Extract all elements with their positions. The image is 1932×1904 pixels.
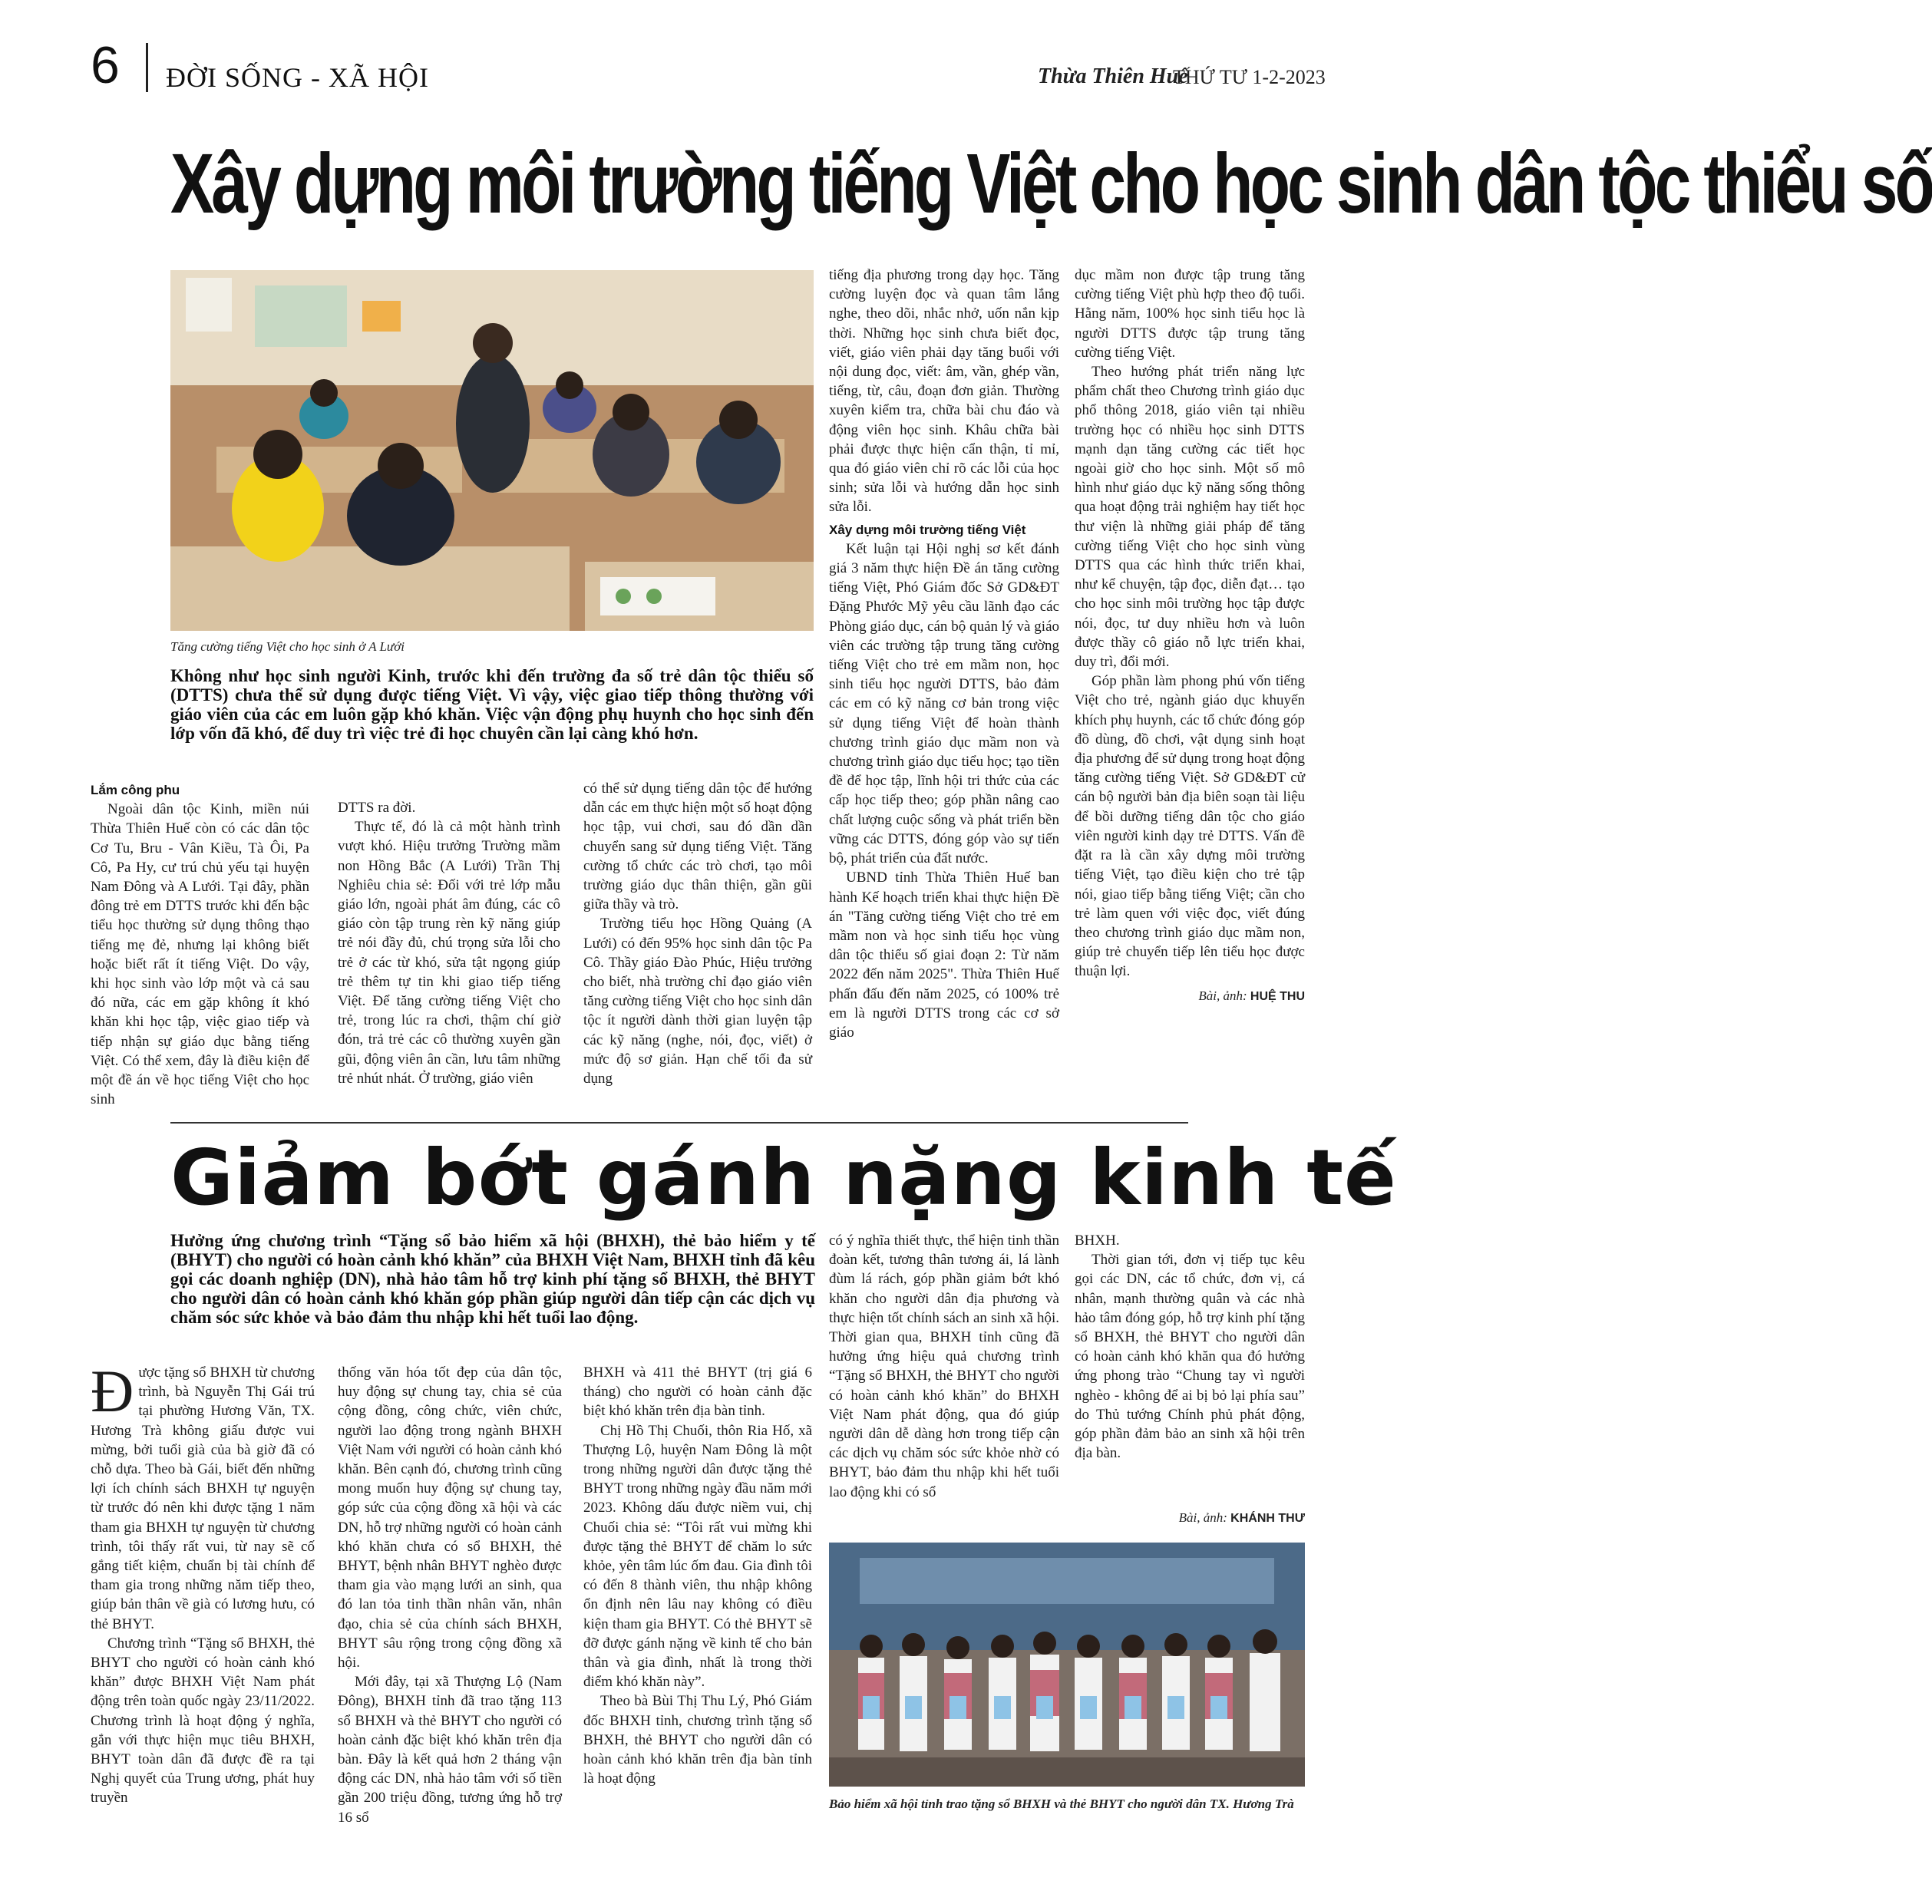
paragraph: Theo bà Bùi Thị Thu Lý, Phó Giám đốc BHXH tỉnh, chương trình tặng sổ BHXH, thẻ BHYT cho người dân có hoàn cảnh khó khăn trên địa bàn tỉnh là hoạt động	[583, 1693, 812, 1787]
article2-photo-caption: Bảo hiểm xã hội tỉnh trao tặng sổ BHXH và thẻ BHYT cho người dân TX. Hương Trà	[829, 1797, 1294, 1811]
paragraph: Kết luận tại Hội nghị sơ kết đánh giá 3 năm thực hiện Đề án tăng cường tiếng Việt, Phó Giám đốc Sở GD&ĐT Đặng Phước Mỹ yêu cầu lãnh đạo các Phòng giáo dục, cán bộ quản lý và giáo viên các trường tập trung tăng cường tiếng Việt cho trẻ em mầm non, học sinh tiểu học người DTTS, bảo đảm các em có kỹ năng cơ bản trong việc sử dụng tiếng Việt để hoàn thành chương trình giáo dục mầm non và chương trình giáo dục tiểu học; tạo tiền đề để học tập, lĩnh hội tri thức của các cấp học tiếp theo; góp phần nâng cao chất lượng cuộc sống và phát triển bền vững các DTTS, đóng góp vào sự tiến bộ, phát triển của đất nước.	[829, 540, 1059, 867]
newspaper-name: Thừa Thiên Huế	[1038, 64, 1188, 88]
paragraph: có ý nghĩa thiết thực, thể hiện tinh thần đoàn kết, tương thân tương ái, lá lành đùm lá rách, góp phần giảm bớt khó khăn cho người dân địa phương và thực hiện tốt chính sách an sinh xã hội. Thời gian qua, BHXH tỉnh cũng đã hưởng ứng hiệu quả chương trình “Tặng sổ BHXH, thẻ BHYT cho người có hoàn cảnh khó khăn” do BHXH Việt Nam phát động, qua đó giúp người dân dễ dàng hơn trong tiếp cận các dịch vụ chăm sóc sức khỏe nhờ có BHYT, bảo đảm thu nhập khi hết tuổi lao động khi có sổ	[829, 1232, 1059, 1500]
subheading: Xây dựng môi trường tiếng Việt	[829, 522, 1026, 537]
section-title: ĐỜI SỐNG - XÃ HỘI	[166, 62, 429, 93]
article1-column-1	[91, 780, 309, 1109]
article1-lead: Không như học sinh người Kinh, trước khi đến trường đa số trẻ dân tộc thiểu số (DTTS) chưa thể sử dụng được tiếng Việt. Vì vậy, việc giao tiếp thông thường với giáo viên của các em luôn gặp khó khăn. Việc vận động phụ huynh cho học sinh đến lớp vốn đã khó, để duy trì việc trẻ đi học chuyên cần lại càng khó hơn.	[170, 666, 814, 743]
byline-prefix: Bài, ảnh:	[1178, 1510, 1227, 1525]
paragraph: BHXH và 411 thẻ BHYT (trị giá 6 tháng) cho người có hoàn cảnh đặc biệt khó khăn trên địa bàn tỉnh.	[583, 1364, 812, 1420]
article-divider	[170, 1122, 1188, 1124]
ceremony-photo	[829, 1543, 1305, 1787]
paragraph: dục mầm non được tập trung tăng cường tiếng Việt phù hợp theo độ tuổi. Hằng năm, 100% học sinh tiểu học là người DTTS được tập trung tăng cường tiếng Việt.	[1075, 267, 1305, 361]
drop-cap: Đ	[91, 1358, 134, 1424]
paragraph: ược tặng sổ BHXH từ chương trình, bà Nguyễn Thị Gái trú tại phường Hương Văn, TX. Hương Trà không giấu được vui mừng, bởi tuổi già của bà giờ đã có chỗ dựa. Theo bà Gái, biết đến những lợi ích chính sách BHXH tự nguyện từ trước đó nên khi được tặng 1 năm tham gia BHXH tự nguyện từ chương trình, tôi thấy rất vui, từ nay sẽ cố gắng tiết kiệm, chuẩn bị tài chính để tham gia trong những năm tiếp theo, giúp bản thân về già có lương hưu, có thẻ BHYT.	[91, 1364, 315, 1632]
paragraph: Thời gian tới, đơn vị tiếp tục kêu gọi các DN, các tổ chức, đơn vị, cá nhân, mạnh thường quân và các nhà hảo tâm đóng góp, hỗ trợ kinh phí tặng sổ BHXH, thẻ BHYT cho người dân có hoàn cảnh khó khăn qua đó hưởng ứng phong trào “Chung tay vì người nghèo - không để ai bị bỏ lại phía sau” do Thủ tướng Chính phủ phát động, góp phần đảm bảo an sinh xã hội trên địa bàn.	[1075, 1252, 1305, 1462]
article1-column-4	[829, 266, 1059, 1042]
article2-column-2	[338, 1363, 562, 1827]
paragraph: Góp phần làm phong phú vốn tiếng Việt cho trẻ, ngành giáo dục khuyến khích phụ huynh, các tổ chức đóng góp đồ dùng, đồ chơi, vật dụng sinh hoạt địa phương để sử dụng trong hoạt động tăng cường tiếng Việt. Sở GD&ĐT cử cán bộ người bản địa biên soạn tài liệu để bồi dưỡng tiếng dân tộc cho giáo viên người kinh dạy trẻ DTTS. Vấn đề đặt ra là cần xây dựng môi trường tiếng Việt, tạo điều kiện cho trẻ tập nói, giao tiếp bằng tiếng Việt; cần cho trẻ làm quen với việc đọc, viết đúng theo chương trình giáo dục mầm non, giúp trẻ chuyển tiếp lên tiểu học được thuận lợi.	[1075, 673, 1305, 980]
paragraph: DTTS ra đời.	[338, 800, 416, 816]
article2-column-1	[91, 1358, 315, 1808]
article2-lead: Hưởng ứng chương trình “Tặng sổ bảo hiểm xã hội (BHXH), thẻ bảo hiểm y tế (BHYT) cho người có hoàn cảnh khó khăn” của BHXH Việt Nam, BHXH tỉnh đã kêu gọi các doanh nghiệp (DN), nhà hảo tâm hỗ trợ kinh phí tặng sổ BHXH, thẻ BHYT cho người dân có hoàn cảnh khó khăn góp phần giúp người dân tiếp cận các dịch vụ chăm sóc sức khỏe và bảo đảm thu nhập khi hết tuổi lao động.	[170, 1231, 815, 1327]
classroom-photo	[170, 270, 814, 631]
article1-column-5	[1075, 266, 1305, 1006]
article2-column-5	[1075, 1231, 1305, 1463]
paragraph: Theo hướng phát triển năng lực phẩm chất theo Chương trình giáo dục phổ thông 2018, giáo viên tại nhiều trường học có nhiều học sinh DTTS mạnh dạn tăng cường các tiết học ngoài giờ cho học sinh. Một số mô hình như giáo dục kỹ năng sống thông qua hoạt động trải nghiệm hay tiết học thư viện là những giải pháp để tăng cường tiếng Việt cho học sinh vùng DTTS qua các hình thức triển khai, như kể chuyện, tập đọc, diễn đạt… tạo cho học sinh môi trường học tập được nói, đọc, tư duy nhiều hơn và luôn được thầy cô giáo nỗ lực triển khai, duy trì, đổi mới.	[1075, 364, 1305, 671]
header-divider	[146, 43, 148, 92]
paragraph: Mới đây, tại xã Thượng Lộ (Nam Đông), BHXH tỉnh đã trao tặng 113 sổ BHXH và thẻ BHYT cho người có hoàn cảnh đặc biệt khó khăn trên địa bàn. Đây là kết quả hơn 2 tháng vận động các DN, nhà hảo tâm với số tiền gần 200 triệu đồng, tương ứng hỗ trợ 16 sổ	[338, 1674, 562, 1826]
article1-column-3	[583, 779, 812, 1088]
subheading: Lắm công phu	[91, 783, 180, 797]
paragraph: UBND tỉnh Thừa Thiên Huế ban hành Kế hoạch triển khai thực hiện Đề án "Tăng cường tiếng Việt cho trẻ em mầm non và học sinh tiểu học vùng dân tộc thiểu số giai đoạn 2: Từ năm 2022 đến năm 2025". Thừa Thiên Huế phấn đấu đến năm 2025, có 100% trẻ em là người DTTS trong các cơ sở giáo	[829, 870, 1059, 1041]
paragraph: thống văn hóa tốt đẹp của dân tộc, huy động sự chung tay, chia sẻ của cộng đồng, công chức, viên chức, người lao động trong ngành BHXH Việt Nam với người có hoàn cảnh khó khăn. Bên cạnh đó, chương trình cũng mong muốn huy động sự chung tay, góp sức của cộng đồng xã hội và các DN, hỗ trợ những người có hoàn cảnh khó khăn chưa có sổ BHXH, thẻ BHYT, bệnh nhân BHYT nghèo được tham gia vào mạng lưới an sinh, qua đó lan tỏa tinh thần nhân văn, nhân đạo, chia sẻ của chính sách BHXH, BHYT sâu rộng trong cộng đồng xã hội.	[338, 1364, 562, 1671]
paragraph: Chị Hồ Thị Chuối, thôn Ria Hố, xã Thượng Lộ, huyện Nam Đông là một trong những người dân được tặng thẻ BHYT trong những ngày đầu năm mới 2023. Không dấu được niềm vui, chị Chuối chia sẻ: “Tôi rất vui mừng khi được tặng thẻ BHYT để chăm lo sức khỏe, yên tâm lúc ốm đau. Gia đình tôi có đến 8 thành viên, thu nhập không ổn định nên lâu nay không có điều kiện tham gia BHYT. Có thẻ BHYT sẽ đỡ được gánh nặng về kinh tế cho bản thân và gia đình, nhất là trong thời điểm khó khăn này”.	[583, 1422, 812, 1691]
article2-column-3	[583, 1363, 812, 1788]
article1-photo-caption: Tăng cường tiếng Việt cho học sinh ở A Lưới	[170, 639, 405, 654]
article1-column-2	[338, 798, 560, 1088]
article1-byline	[1075, 986, 1305, 1006]
paragraph: Chương trình “Tặng sổ BHXH, thẻ BHYT cho người có hoàn cảnh khó khăn” được BHXH Việt Nam phát động trên toàn quốc ngày 23/11/2022. Chương trình là hoạt động ý nghĩa, gắn với thực hiện mục tiêu BHXH, BHYT toàn dân đã được đề ra tại Nghị quyết của Trung ương, phát huy truyền	[91, 1635, 315, 1807]
byline-author: KHÁNH THƯ	[1230, 1512, 1305, 1525]
paragraph: Thực tế, đó là cả một hành trình vượt khó. Hiệu trưởng Trường mầm non Hồng Bắc (A Lưới) Trần Thị Nghiêu chia sẻ: Đối với trẻ lớp mẫu giáo lớn, ngoài phát âm đúng, các cô giáo còn tập trung rèn kỹ năng giúp trẻ nói đầy đủ, chú trọng sửa lỗi cho trẻ ở các từ khó, sửa tật ngọng giúp trẻ thêm tự tin khi giao tiếp tiếng Việt. Để tăng cường tiếng Việt cho trẻ, trong lúc ra chơi, thậm chí giờ đón, trả trẻ các cô thường xuyên gần gũi, động viên ân cần, lưu tâm những trẻ nhút nhát. Ở trường, giáo viên	[338, 819, 560, 1087]
paragraph: tiếng địa phương trong dạy học. Tăng cường luyện đọc và quan tâm lắng nghe, theo dõi, nhắc nhở, uốn nắn kịp thời. Những học sinh chưa biết đọc, viết, giáo viên phải dạy tăng buổi với nội dung đọc, viết: âm, vần, ghép vần, tiếng, từ, câu, đoạn đơn giản. Thường xuyên kiểm tra, chữa bài chu đáo và động viên học sinh. Khâu chữa bài phải được thực hiện cẩn thận, tỉ mỉ, qua đó giáo viên chỉ rõ các lỗi của học sinh; sửa lỗi và hướng dẫn học sinh sửa lỗi.	[829, 267, 1059, 516]
article2-headline: Giảm bớt gánh nặng kinh tế	[170, 1133, 1397, 1223]
issue-date: THỨ TƯ 1-2-2023	[1173, 66, 1326, 88]
byline-prefix: Bài, ảnh:	[1198, 988, 1247, 1003]
paragraph: Ngoài dân tộc Kinh, miền núi Thừa Thiên Huế còn có các dân tộc Cơ Tu, Bru - Vân Kiều, Tà Ôi, Pa Cô, Pa Hy, cư trú chủ yếu tại huyện Nam Đông và A Lưới. Tại đây, phần đông trẻ em DTTS trước khi đến bậc tiểu học thường sử dụng thông thạo tiếng mẹ đẻ, nhưng lại không biết hoặc biết rất ít tiếng Việt. Do vậy, khi học sinh vào lớp một và cả sau đó nữa, các em gặp không ít khó khăn khi học tập, việc giao tiếp và tiếp nhận sự giáo dục bằng tiếng Việt. Có thể xem, đây là điều kiện để một đề án về học tiếng Việt cho học sinh	[91, 801, 309, 1108]
article2-byline	[1075, 1510, 1305, 1526]
article2-column-4	[829, 1231, 1059, 1502]
page-number: 6	[91, 36, 120, 94]
paragraph: có thể sử dụng tiếng dân tộc để hướng dẫn các em thực hiện một số hoạt động học tập, vui chơi, sau đó dần dần chuyển sang sử dụng tiếng Việt. Tăng cường tổ chức các trò chơi, tạo môi trường giáo dục thân thiện, gần gũi giữa thầy và trò.	[583, 780, 812, 913]
paragraph: Trường tiểu học Hồng Quảng (A Lưới) có đến 95% học sinh dân tộc Pa Cô. Thầy giáo Đào Phúc, Hiệu trưởng cho biết, nhà trường chỉ đạo giáo viên tăng cường tiếng Việt cho học sinh dân tộc ít người dành thời gian luyện tập các kỹ năng (nghe, nói, đọc, viết) ở mức độ sơ giản. Hạn chế tối đa sử dụng	[583, 916, 812, 1087]
paragraph: BHXH.	[1075, 1232, 1120, 1249]
byline-author: HUỆ THU	[1250, 989, 1305, 1003]
article1-headline: Xây dựng môi trường tiếng Việt cho học sinh dân tộc thiểu số	[170, 137, 1932, 231]
